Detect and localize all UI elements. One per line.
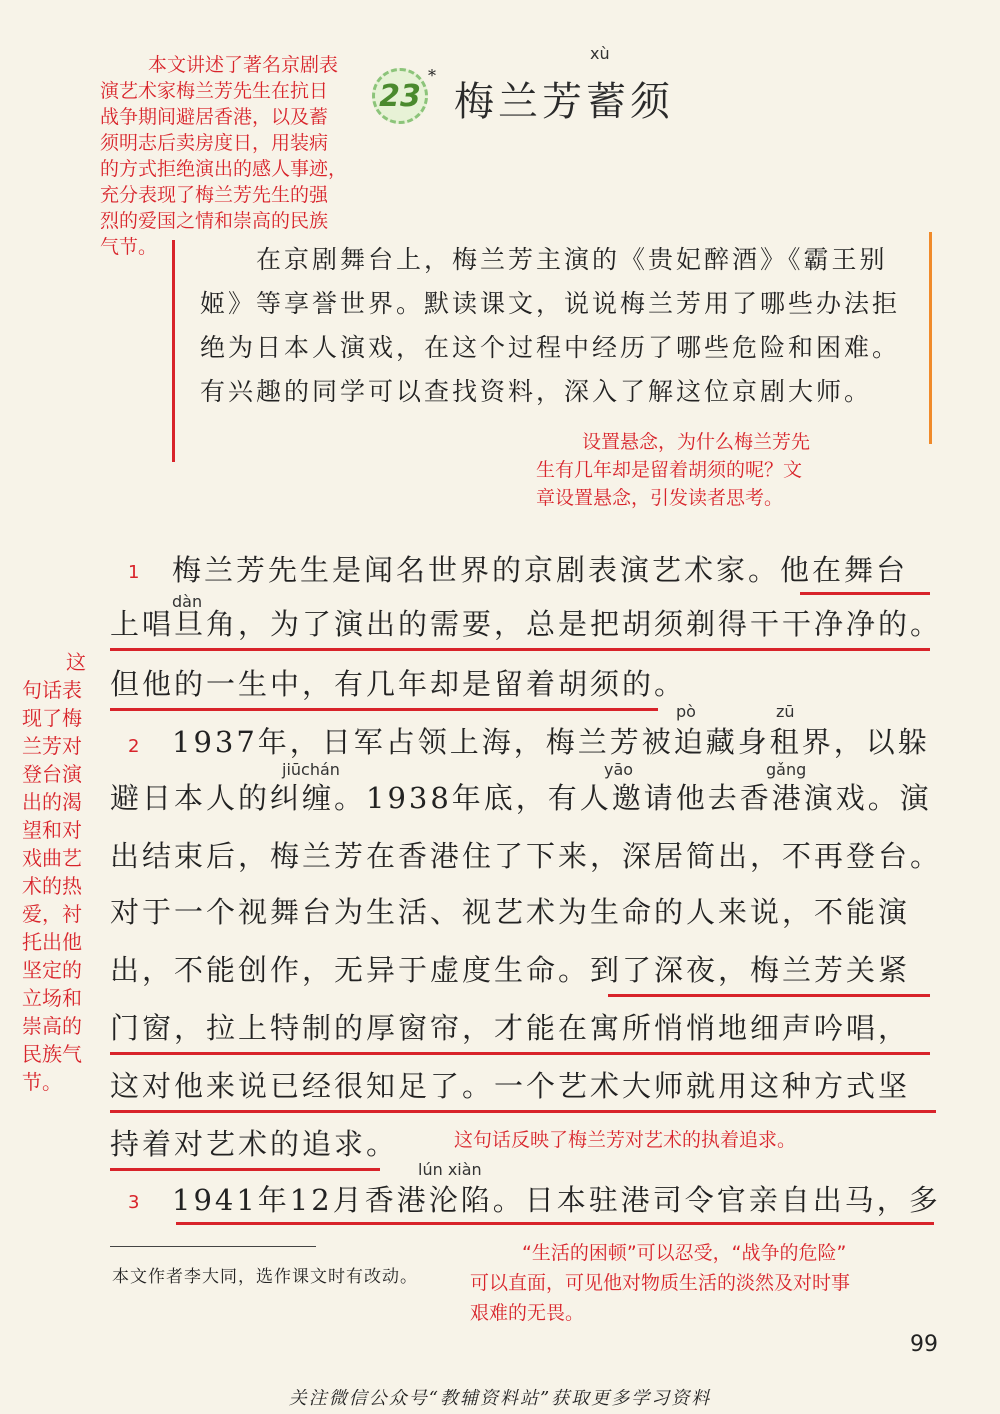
body-line: 梅兰芳先生是闻名世界的京剧表演艺术家。他在舞台 <box>172 553 909 587</box>
underline <box>176 1222 934 1225</box>
body-line: 门窗，拉上特制的厚窗帘，才能在寓所悄悄地细声吟唱， <box>110 1011 911 1045</box>
body-line: 对于一个视舞台为生活、视艺术为生命的人来说，不能演 <box>110 895 911 929</box>
footnote: 本文作者李大同，选作课文时有改动。 <box>112 1267 418 1287</box>
side-line: 立场和 <box>22 986 82 1010</box>
side-line: 句话表 <box>22 678 82 702</box>
suspense-line: 章设置悬念，引发读者思考。 <box>536 487 784 509</box>
body-line: 但他的一生中，有几年却是留着胡须的。 <box>110 667 687 701</box>
summary-annotation <box>100 52 400 260</box>
bottom-line: 艰难的无畏。 <box>470 1302 585 1324</box>
summary-line: 本文讲述了著名京剧表 <box>148 54 339 76</box>
pinyin-lunxian: lún xiàn <box>418 1160 482 1179</box>
underline <box>110 648 930 651</box>
summary-line: 须明志后卖房度日，用装病 <box>100 132 329 154</box>
intro-text <box>200 238 912 414</box>
summary-line: 烈的爱国之情和崇高的民族 <box>100 210 329 232</box>
lesson-title: 梅兰芳蓄须 <box>454 79 674 125</box>
bottom-line: “生活的困顿”可以忍受，“战争的危险” <box>522 1242 847 1264</box>
side-line: 坚定的 <box>22 958 82 982</box>
pinyin-zu: zū <box>776 702 795 721</box>
side-line: 戏曲艺 <box>22 846 82 870</box>
title-pinyin: xù <box>590 44 610 63</box>
watermark-text: 关注微信公众号“教辅资料站”获取更多学习资料 <box>288 1388 712 1409</box>
pinyin-yao: yāo <box>604 760 634 779</box>
paragraph-number: 1 <box>128 562 140 583</box>
pinyin-po: pò <box>676 702 696 721</box>
paragraph-number: 3 <box>128 1192 140 1213</box>
body-line: 避日本人的纠缠。1938年底，有人邀请他去香港演戏。演 <box>110 781 932 815</box>
summary-line: 战争期间避居香港，以及蓄 <box>100 106 329 128</box>
summary-line: 充分表现了梅兰芳先生的强 <box>100 184 329 206</box>
side-line: 术的热 <box>22 874 82 898</box>
bottom-line: 可以直面，可见他对物质生活的淡然及对时事 <box>470 1272 851 1294</box>
side-line: 爱，衬 <box>22 902 82 926</box>
pinyin-gang: gǎng <box>766 760 807 779</box>
intro-left-bar <box>172 240 175 462</box>
page-number: 99 <box>910 1332 938 1357</box>
intro-paragraph: 在京剧舞台上，梅兰芳主演的《贵妃醉酒》《霸王别姬》等享誉世界。默读课文，说说梅兰芳用了哪些办法拒绝为日本人演戏，在这个过程中经历了哪些危险和困难。有兴趣的同学可以查找资料，深入了解这位京剧大师。 <box>200 245 901 406</box>
side-line: 这 <box>66 650 86 674</box>
suspense-annotation <box>536 428 896 512</box>
body-line: 持着对艺术的追求。 <box>110 1127 399 1161</box>
side-annotation <box>22 648 92 1096</box>
summary-line: 演艺术家梅兰芳先生在抗日 <box>100 80 329 102</box>
side-line: 民族气 <box>22 1042 82 1066</box>
body-line: 这对他来说已经很知足了。一个艺术大师就用这种方式坚 <box>110 1069 911 1103</box>
lesson-number-badge: 23 <box>372 68 428 124</box>
side-line: 托出他 <box>22 930 82 954</box>
body-line: 出结束后，梅兰芳在香港住了下来，深居简出，不再登台。 <box>110 839 943 873</box>
optional-lesson-star: * <box>428 66 436 85</box>
underline <box>110 1052 930 1055</box>
side-line: 登台演 <box>22 762 82 786</box>
bottom-annotation <box>470 1238 950 1328</box>
suspense-line: 设置悬念，为什么梅兰芳先 <box>582 431 811 453</box>
underline <box>800 592 930 595</box>
side-line: 节。 <box>22 1070 62 1094</box>
body-line: 1941年12月香港沦陷。日本驻港司令官亲自出马，多 <box>172 1183 941 1217</box>
side-line: 现了梅 <box>22 706 82 730</box>
intro-right-bar <box>929 232 932 444</box>
summary-line: 的方式拒绝演出的感人事迹， <box>100 158 348 180</box>
summary-line: 气节。 <box>100 236 158 258</box>
underline <box>110 1168 380 1171</box>
art-annotation: 这句话反映了梅兰芳对艺术的执着追求。 <box>454 1129 797 1151</box>
body-line: 上唱旦角，为了演出的需要，总是把胡须剃得干干净净的。 <box>110 607 943 641</box>
body-line: 出，不能创作，无异于虚度生命。到了深夜，梅兰芳关紧 <box>110 953 911 987</box>
footnote-divider <box>110 1246 316 1247</box>
body-line: 1937年，日军占领上海，梅兰芳被迫藏身租界，以躲 <box>172 725 930 759</box>
underline <box>110 708 658 711</box>
paragraph-number: 2 <box>128 736 140 757</box>
underline <box>608 994 930 997</box>
pinyin-dan: dàn <box>172 592 203 611</box>
suspense-line: 生有几年却是留着胡须的呢？文 <box>536 459 803 481</box>
side-line: 崇高的 <box>22 1014 82 1038</box>
underline <box>110 1110 936 1113</box>
side-line: 望和对 <box>22 818 82 842</box>
side-line: 出的渴 <box>22 790 82 814</box>
pinyin-jiuchan: jiūchán <box>282 760 340 779</box>
side-line: 兰芳对 <box>22 734 82 758</box>
